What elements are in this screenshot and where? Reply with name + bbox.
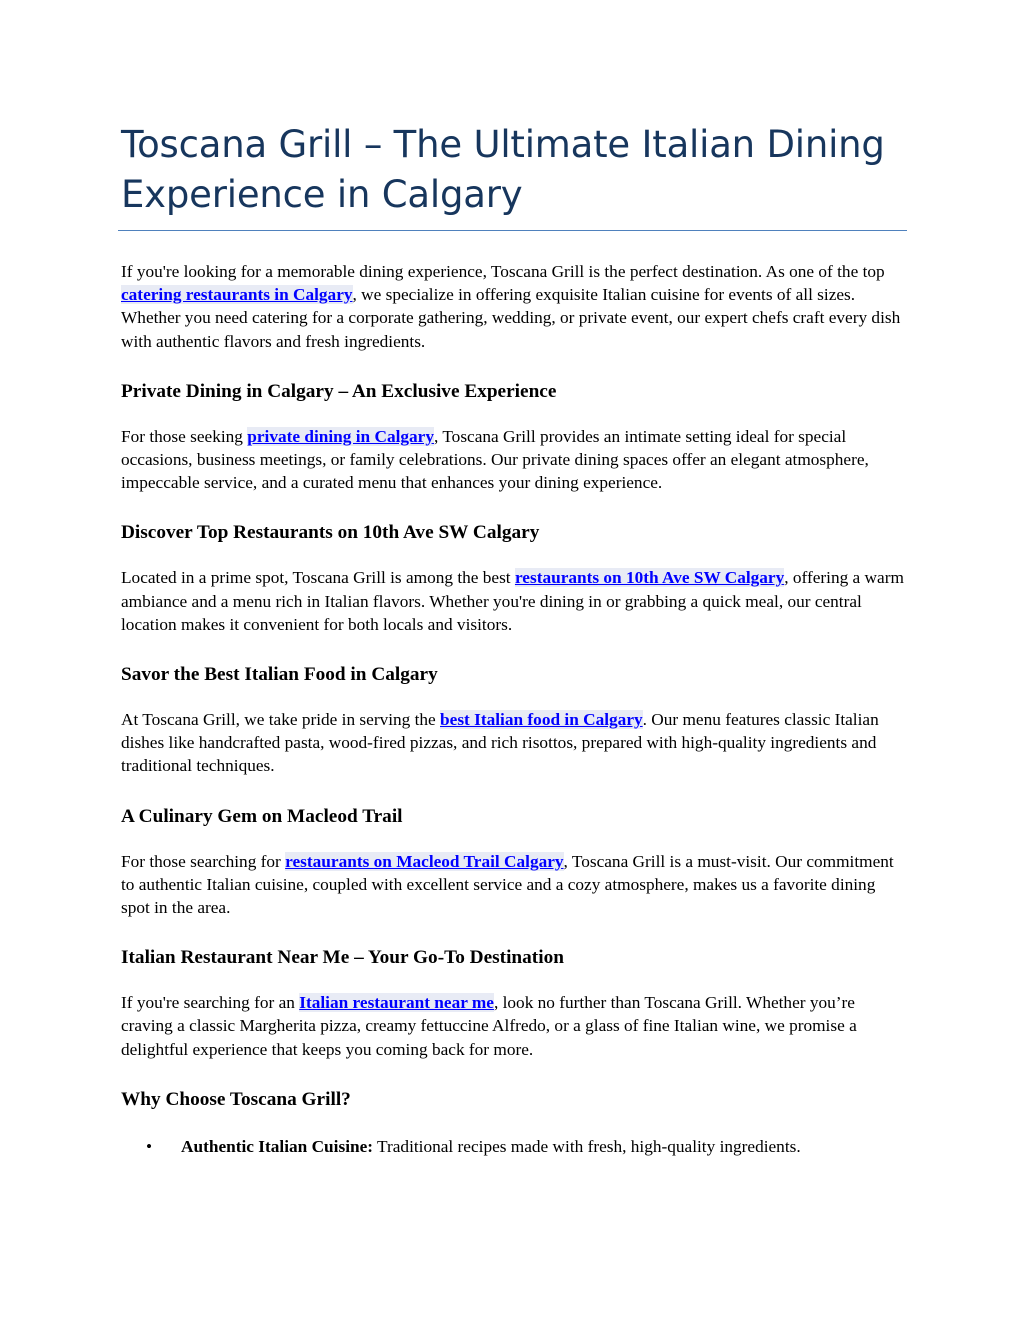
italian-restaurant-near-me-link[interactable]: Italian restaurant near me xyxy=(299,993,494,1013)
document-page xyxy=(121,120,907,1158)
restaurant-near-me-text-before: If you're searching for an xyxy=(121,993,300,1013)
tenth-ave-heading: Discover Top Restaurants on 10th Ave SW Calgary xyxy=(121,522,540,544)
private-dining-text-before: For those seeking xyxy=(121,426,248,446)
best-italian-food-link[interactable]: best Italian food in Calgary xyxy=(440,710,643,730)
tenth-ave-text-before: Located in a prime spot, Toscana Grill is among the best xyxy=(121,568,515,588)
macleod-trail-restaurants-link[interactable]: restaurants on Macleod Trail Calgary xyxy=(285,851,564,871)
italian-food-text-before: At Toscana Grill, we take pride in serving the xyxy=(121,710,441,730)
title-underline-rule xyxy=(118,230,907,231)
intro-paragraph xyxy=(121,260,907,353)
italian-food-text-after: . Our menu features classic Italian dishes like handcrafted pasta, wood-fired pizzas, and rich risottos, prepared with high-quality ingredients and traditional techniques. xyxy=(121,710,879,776)
restaurant-near-me-heading: Italian Restaurant Near Me – Your Go-To Destination xyxy=(121,947,564,969)
intro-text-before: If you're looking for a memorable dining experience, Toscana Grill is the perfect destination. As one of the top xyxy=(121,262,885,281)
tenth-ave-restaurants-link[interactable]: restaurants on 10th Ave SW Calgary xyxy=(514,568,785,588)
list-item-label: Authentic Italian Cuisine: xyxy=(181,1136,374,1156)
intro-text-after: , we specialize in offering exquisite Italian cuisine for events of all sizes. Whether you need catering for a corporate gathering, wedding, or private event, our expert chefs craft every dish with authentic flavors and fresh ingredients. xyxy=(121,285,901,351)
macleod-trail-text-after: , Toscana Grill is a must-visit. Our commitment to authentic Italian cuisine, coupled with excellent service and a cozy atmosphere, makes us a favorite dining spot in the area. xyxy=(121,851,894,918)
list-item xyxy=(121,1135,907,1158)
why-choose-list xyxy=(121,1135,907,1158)
tenth-ave-paragraph xyxy=(121,566,907,636)
italian-food-heading: Savor the Best Italian Food in Calgary xyxy=(121,664,438,686)
private-dining-link[interactable]: private dining in Calgary xyxy=(247,426,434,446)
private-dining-paragraph xyxy=(121,425,907,495)
macleod-trail-text-before: For those searching for xyxy=(121,851,286,871)
private-dining-heading: Private Dining in Calgary – An Exclusive Experience xyxy=(121,380,557,402)
page-title: Toscana Grill – The Ultimate Italian Dining Experience in Calgary xyxy=(121,123,885,216)
list-item-text: Traditional recipes made with fresh, high-quality ingredients. xyxy=(373,1136,801,1156)
why-choose-heading: Why Choose Toscana Grill? xyxy=(121,1088,351,1110)
restaurant-near-me-paragraph xyxy=(121,991,907,1061)
restaurant-near-me-text-after: , look no further than Toscana Grill. Whether you’re craving a classic Margherita pizza, creamy fettuccine Alfredo, or a glass of fine Italian wine, we promise a delightful experience that keeps you coming back for more. xyxy=(121,993,857,1059)
private-dining-text-after: , Toscana Grill provides an intimate setting ideal for special occasions, business meetings, or family celebrations. Our private dining spaces offer an elegant atmosphere, impeccable service, and a curated menu that enhances your dining experience. xyxy=(121,426,869,493)
bullet-icon: • xyxy=(146,1136,153,1156)
tenth-ave-text-after: , offering a warm ambiance and a menu rich in Italian flavors. Whether you're dining in or grabbing a quick meal, our central location makes it convenient for both locals and visitors. xyxy=(121,568,904,634)
macleod-trail-heading: A Culinary Gem on Macleod Trail xyxy=(121,805,403,827)
catering-restaurants-link[interactable]: catering restaurants in Calgary xyxy=(121,285,353,305)
italian-food-paragraph xyxy=(121,708,907,778)
macleod-trail-paragraph xyxy=(121,850,907,920)
